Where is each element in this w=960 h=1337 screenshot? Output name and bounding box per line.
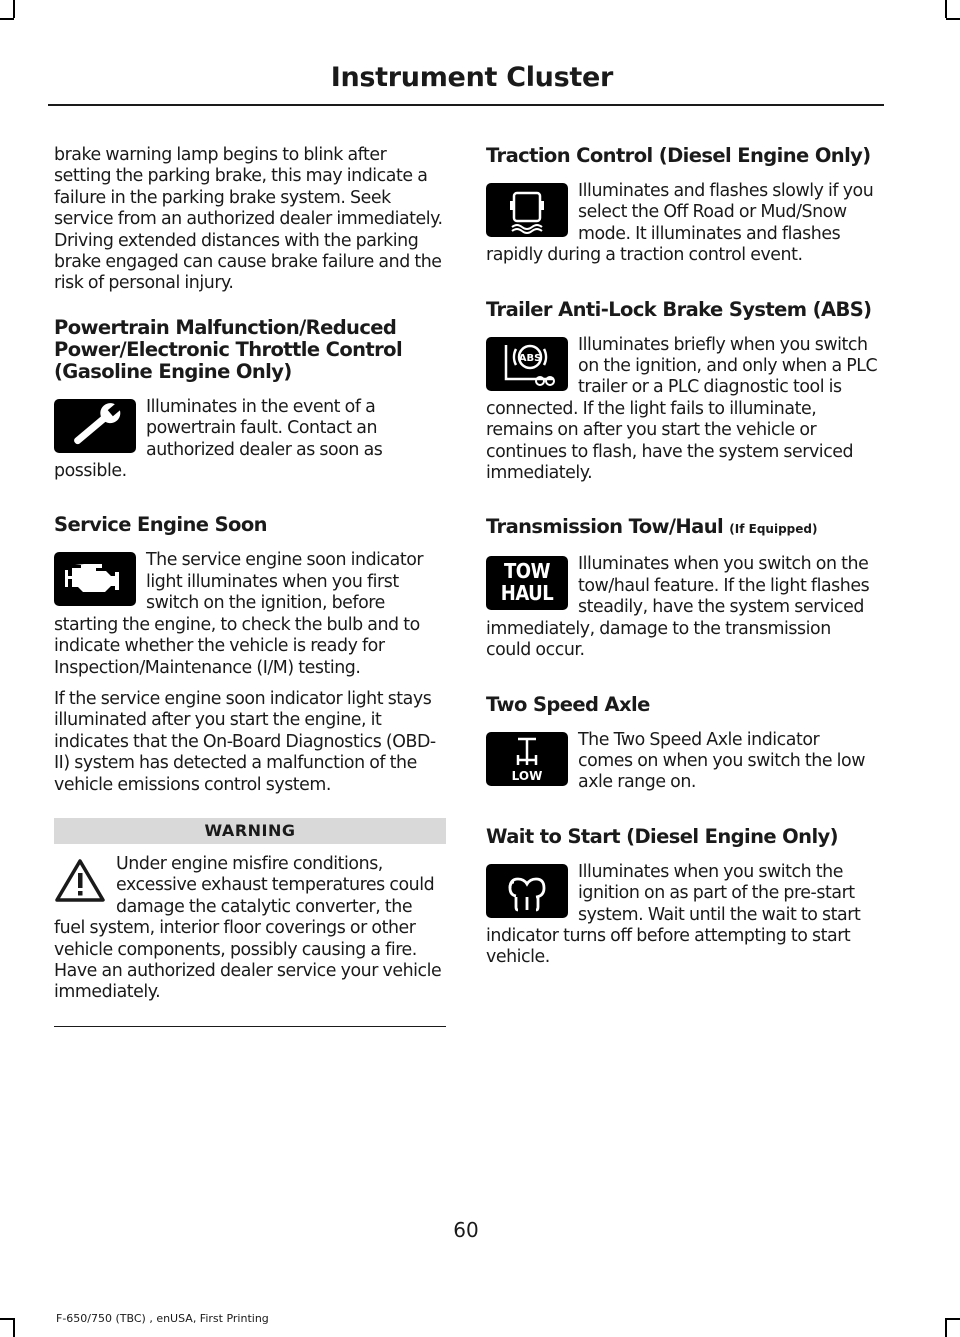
crop-mark [945,0,947,18]
wait-to-start-heading: Wait to Start (Diesel Engine Only) [486,824,838,848]
footer-text: F-650/750 (TBC) , enUSA, First Printing [56,1312,269,1325]
axle-low-icon [486,732,568,786]
warning-text: Under engine misfire conditions, excessive exhaust temperatures could damage the catalytic converter, the fuel system, interior floor coverings or other vehicle components, possibly causing a fire. Have an authorized dealer service your vehicle immediately. [54,853,442,1003]
trailer-abs-text: Illuminates briefly when you switch on the ignition, and only when a PLC trailer or a PLC diagnostic tool is connected. If the light fails to illuminate, remains on after you start the vehicle or continues to flash, have the system serviced immediately. [486,334,878,484]
crop-mark [0,1318,14,1320]
service-engine-heading: Service Engine Soon [54,513,267,537]
traction-heading: Traction Control (Diesel Engine Only) [486,144,871,167]
trailer-abs-section [486,299,878,495]
service-engine-text-1: The service engine soon indicator light illuminates when you first switch on the ignition, before starting the engine, to check the bulb and to indicate whether the vehicle is ready for Inspection/Maintenance (I/M) testing. [54,550,424,678]
intro-paragraph: brake warning lamp begins to blink after setting the parking brake, this may indicate a failure in the parking brake system. Seek service from an authorized dealer immediately. Driving extended distances with the parking brake engaged can cause brake failure and the risk of personal injury. [54,145,443,294]
trailer-abs-heading: Trailer Anti-Lock Brake System (ABS) [486,297,872,321]
traction-text: Illuminates and flashes slowly if you select the Off Road or Mud/Snow mode. It illuminates and flashes rapidly during a traction control event. [486,181,874,266]
service-engine-text-2: If the service engine soon indicator light stays illuminated after you start the engine, it indicates that the On-Board Diagnostics (OBD-II) system has detected a malfunction of the vehicle emissions control system. [54,688,436,795]
wait-to-start-text: Illuminates when you switch the ignition on as part of the pre-start system. Wait until the wait to start indicator turns off before attempting to start vehicle. [486,861,861,968]
traction-control-icon [486,183,568,237]
crop-mark [0,18,14,20]
tow-haul-heading [486,516,878,540]
tow-label: TOW [504,559,550,584]
glow-plug-icon [486,864,568,918]
right-column [486,145,878,1001]
two-speed-axle-heading: Two Speed Axle [486,692,650,716]
header-divider [48,104,884,106]
two-speed-axle-section [486,694,878,804]
low-icon-label: LOW [511,768,543,783]
crop-mark [13,1318,15,1337]
warning-triangle-icon [54,858,106,904]
if-equipped-label: (If Equipped) [729,522,818,537]
haul-label: HAUL [500,581,554,606]
warning-divider [54,1026,446,1028]
crop-mark [945,1318,947,1337]
tow-haul-text: Illuminates when you switch on the tow/haul feature. If the light flashes steadily, have the system serviced immediately, damage to the transmission could occur. [486,554,870,661]
crop-mark [13,0,15,18]
left-column [54,145,446,1027]
two-speed-axle-text: The Two Speed Axle indicator comes on when you switch the low axle range on. [578,729,866,793]
warning-label: WARNING [54,818,446,844]
page-title: Instrument Cluster [330,62,613,93]
service-engine-section [54,514,446,795]
page-number: 60 [453,1218,479,1242]
traction-section [486,145,878,277]
crop-mark [946,18,960,20]
warning-box [54,818,446,1027]
engine-icon [54,552,136,606]
trailer-abs-icon [486,337,568,391]
powertrain-section [54,317,446,493]
wrench-icon [54,399,136,453]
wait-to-start-section [486,826,878,979]
crop-mark [946,1318,960,1320]
powertrain-text: Illuminates in the event of a powertrain fault. Contact an authorized dealer as soon as possible. [54,396,383,482]
abs-icon-label: ABS [518,352,542,364]
powertrain-heading: Powertrain Malfunction/Reduced Power/Electronic Throttle Control (Gasoline Engine Only) [54,315,403,383]
tow-haul-title: Transmission Tow/Haul [486,515,724,539]
tow-haul-section [486,516,878,671]
tow-haul-icon [486,556,568,610]
